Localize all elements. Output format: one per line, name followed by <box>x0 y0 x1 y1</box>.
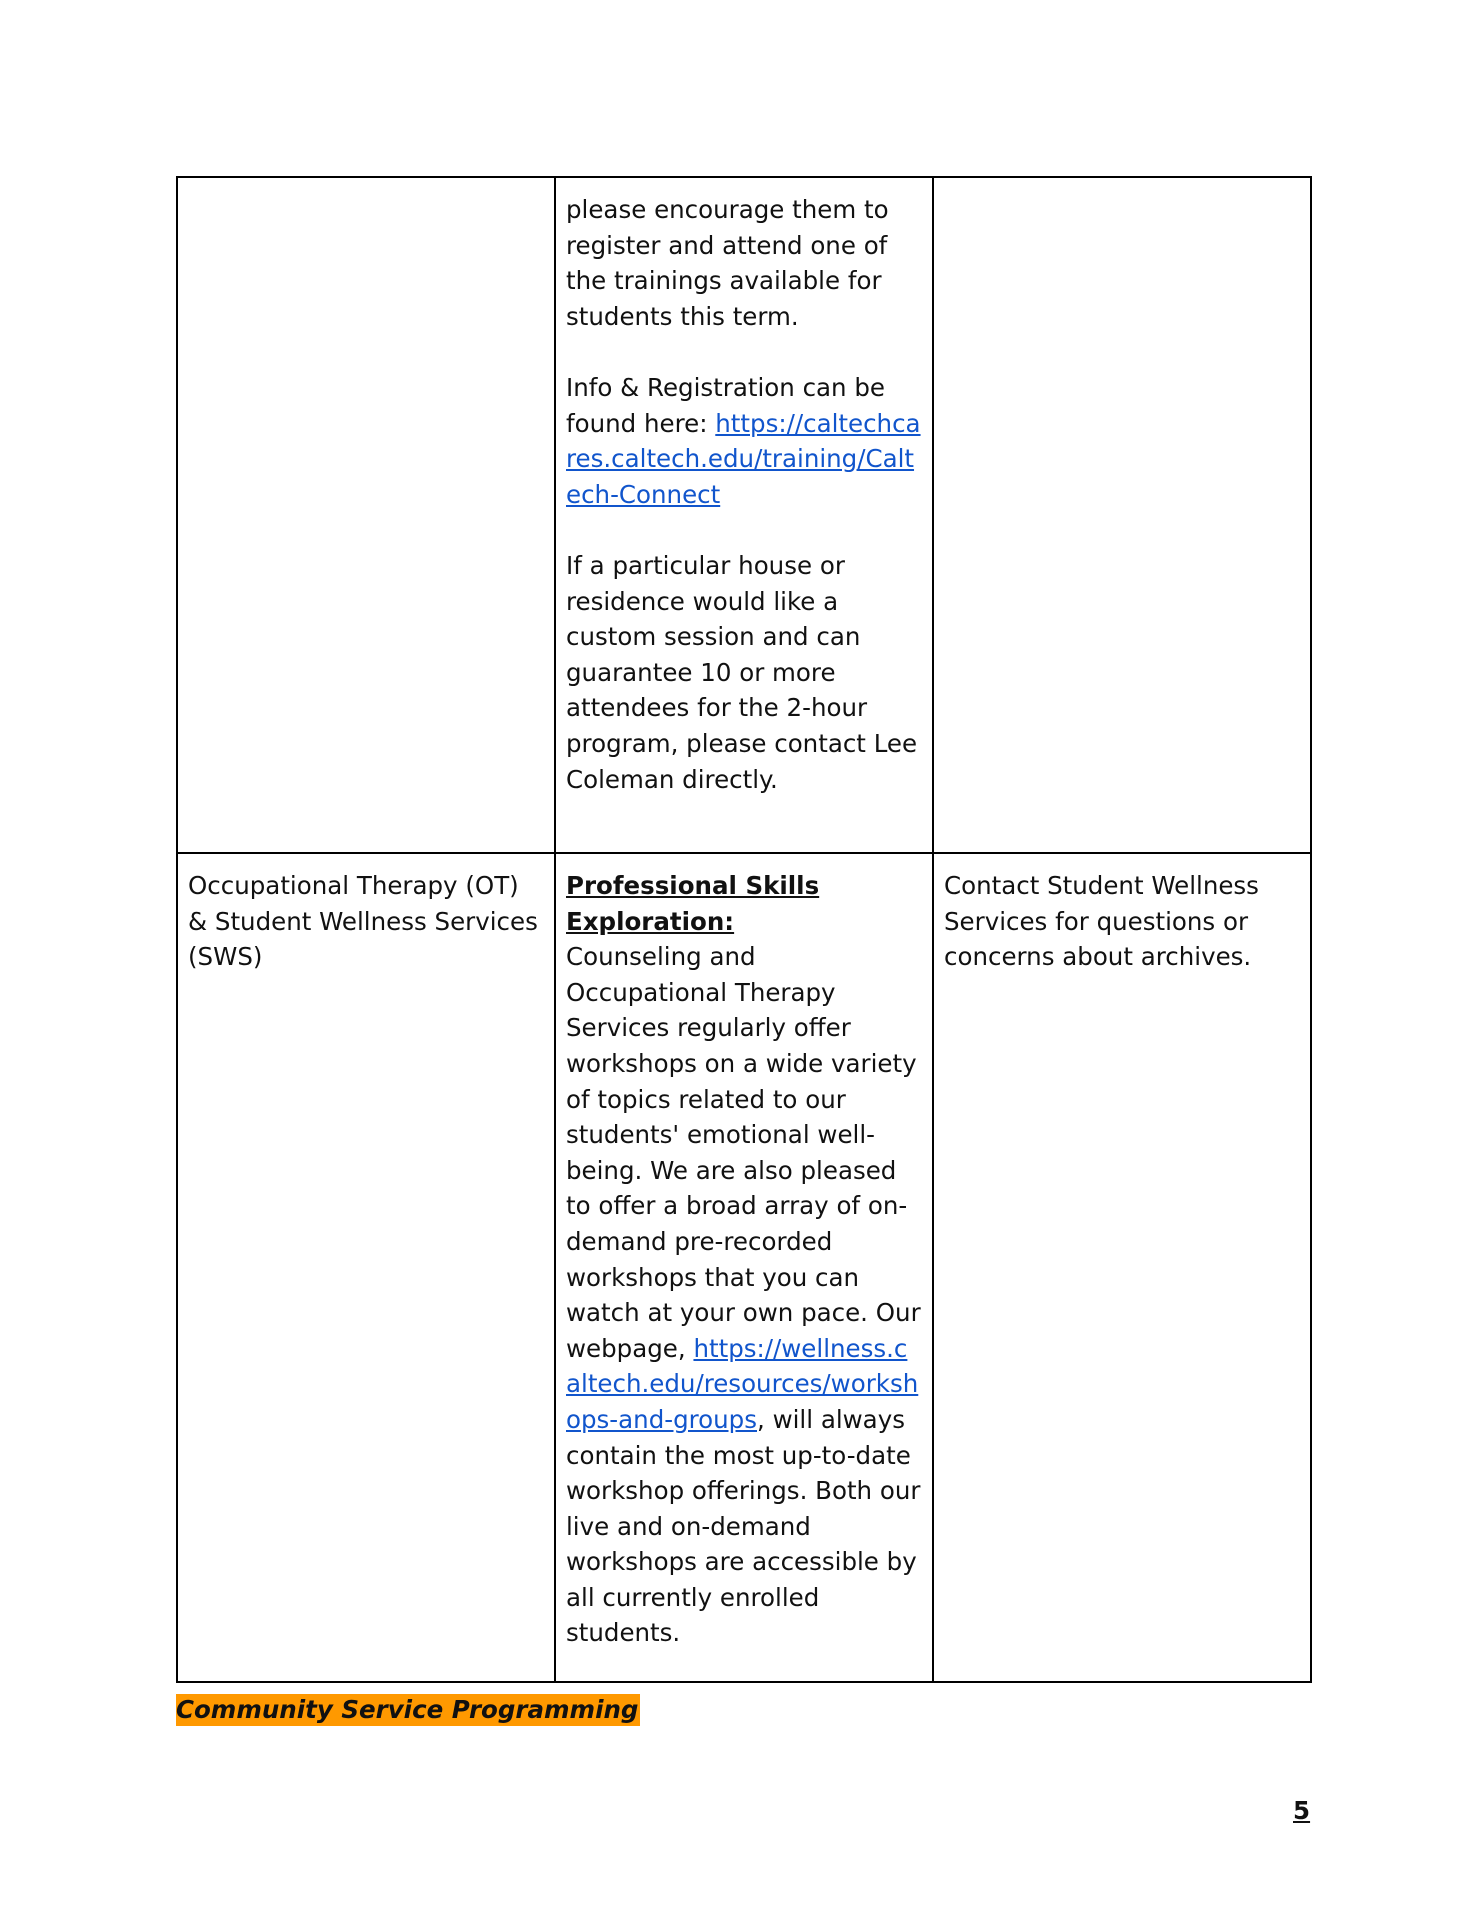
table-cell-description <box>555 853 933 1682</box>
programs-table <box>176 176 1312 1683</box>
contact-info: Contact Student Wellness Services for questions or concerns about archives. <box>944 871 1259 972</box>
table-cell-description <box>555 177 933 853</box>
training-encouragement-text: please encourage them to register and attend one of the trainings available for students this term. <box>566 195 889 331</box>
workshops-description: Counseling and Occupational Therapy Services regularly offer workshops on a wide variety of topics related to our students' emotional well-being. We are also pleased to offer a broad array of on-demand pre-recorded workshops that you can watch at your own pace. Our webpage, <box>566 942 921 1363</box>
section-heading: Community Service Programming <box>176 1695 639 1724</box>
table-row <box>177 853 1311 1682</box>
custom-session-text: If a particular house or residence would like a custom session and can guarantee 10 or more attendees for the 2-hour program, please contact Lee Coleman directly. <box>566 550 918 794</box>
workshops-description-continued: , will always contain the most up-to-date workshop offerings. Both our live and on-demand workshops are accessible by all currently enrolled students. <box>566 1404 921 1648</box>
table-row <box>177 177 1311 853</box>
table-cell-contact <box>933 177 1311 853</box>
workshops-paragraph <box>566 868 922 1651</box>
caltech-connect-link[interactable]: https://caltechcares.caltech.edu/training/Caltech-Connect <box>566 408 921 509</box>
registration-label: Info & Registration can be found here: <box>566 372 886 438</box>
provider-name: Occupational Therapy (OT) & Student Wellness Services (SWS) <box>188 871 538 972</box>
page-number: 5 <box>1293 1796 1311 1825</box>
professional-skills-heading: Professional Skills Exploration: <box>566 871 820 936</box>
table-cell-provider <box>177 853 555 1682</box>
wellness-workshops-link[interactable]: https://wellness.caltech.edu/resources/workshops-and-groups <box>566 1333 919 1434</box>
table-cell-contact <box>933 853 1311 1682</box>
registration-paragraph <box>566 370 922 512</box>
table-cell-provider <box>177 177 555 853</box>
